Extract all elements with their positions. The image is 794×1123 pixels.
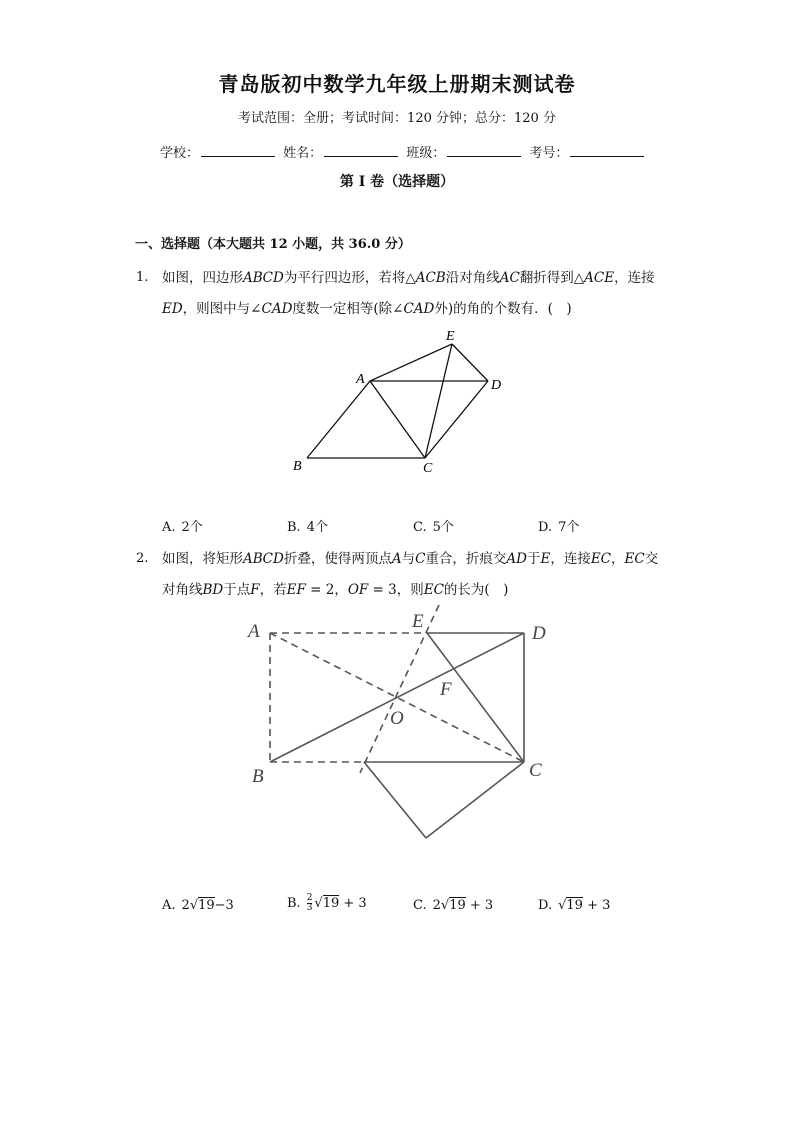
question-2-line-2: 对角线𝐵𝐷于点𝐹，若𝐸𝐹 = 2，𝑂𝐹 = 3，则𝐸𝐶的长为( ) (162, 582, 509, 598)
q2-label-d: D (532, 623, 546, 644)
question-2-option-c[interactable]: C. 2√19 + 3 (413, 898, 494, 913)
radical-sign-icon: √ (558, 898, 567, 913)
q2-label-a: A (248, 621, 260, 642)
section-title: 一、选择题（本大题共 12 小题，共 36.0 分） (135, 237, 411, 252)
question-1-number: 1. (136, 270, 149, 285)
class-blank[interactable] (447, 144, 521, 157)
exam-subtitle: 考试范围：全册；考试时间：120 分钟；总分：120 分 (238, 111, 556, 126)
question-2-line-1: 如图，将矩形𝐴𝐵𝐶𝐷折叠，使得两顶点𝐴与𝐶重合，折痕交𝐴𝐷于𝐸，连接𝐸𝐶，𝐸𝐶交 (162, 551, 659, 567)
exam-title: 青岛版初中数学九年级上册期末测试卷 (218, 72, 576, 96)
name-label: 姓名： (283, 146, 323, 161)
question-2-figure (240, 605, 560, 855)
part-title: 第 I 卷（选择题） (339, 174, 455, 190)
q1-label-c: C (423, 461, 433, 476)
question-1-line-1: 如图，四边形𝐴𝐵𝐶𝐷为平行四边形，若将△𝐴𝐶𝐵沿对角线𝐴𝐶翻折得到△𝐴𝐶𝐸，连接 (162, 270, 655, 286)
student-info-row (160, 142, 648, 161)
q1-label-d: D (491, 378, 502, 393)
school-label: 学校： (160, 146, 200, 161)
exam-number-label: 考号： (529, 146, 569, 161)
exam-number-blank[interactable] (570, 144, 644, 157)
name-blank[interactable] (324, 144, 398, 157)
question-2-option-d[interactable]: D. √19 + 3 (538, 898, 611, 913)
q2-label-f: F (440, 679, 452, 700)
q1-label-b: B (293, 459, 302, 474)
question-1-option-a[interactable]: A. 2个 (162, 520, 203, 535)
question-1-option-b[interactable]: B. 4个 (287, 520, 328, 535)
fraction: $\frac{2}{3}$ (306, 893, 313, 913)
question-2-option-b[interactable]: B. $\frac{2}{3}$ √19 + 3 (287, 893, 367, 913)
question-2-option-a[interactable]: A. 2√19−3 (162, 898, 234, 913)
radical-sign-icon: √ (189, 898, 199, 913)
q2-label-b: B (252, 766, 264, 787)
q1-label-a: A (356, 372, 365, 387)
q2-label-e: E (412, 611, 424, 632)
question-2-number: 2. (136, 551, 149, 566)
radical-sign-icon: √ (314, 896, 323, 911)
question-1-figure (280, 320, 520, 480)
question-1-option-c[interactable]: C. 5个 (413, 520, 454, 535)
class-label: 班级： (406, 146, 446, 161)
radical-sign-icon: √ (440, 898, 450, 913)
q1-label-e: E (446, 329, 455, 344)
q2-label-c: C (529, 760, 542, 781)
question-1-option-d[interactable]: D. 7个 (538, 520, 580, 535)
school-blank[interactable] (201, 144, 275, 157)
question-1-line-2: 𝐸𝐷，则图中与∠𝐶𝐴𝐷度数一定相等(除∠𝐶𝐴𝐷外)的角的个数有．( ) (162, 301, 572, 317)
q2-label-o: O (390, 708, 404, 729)
